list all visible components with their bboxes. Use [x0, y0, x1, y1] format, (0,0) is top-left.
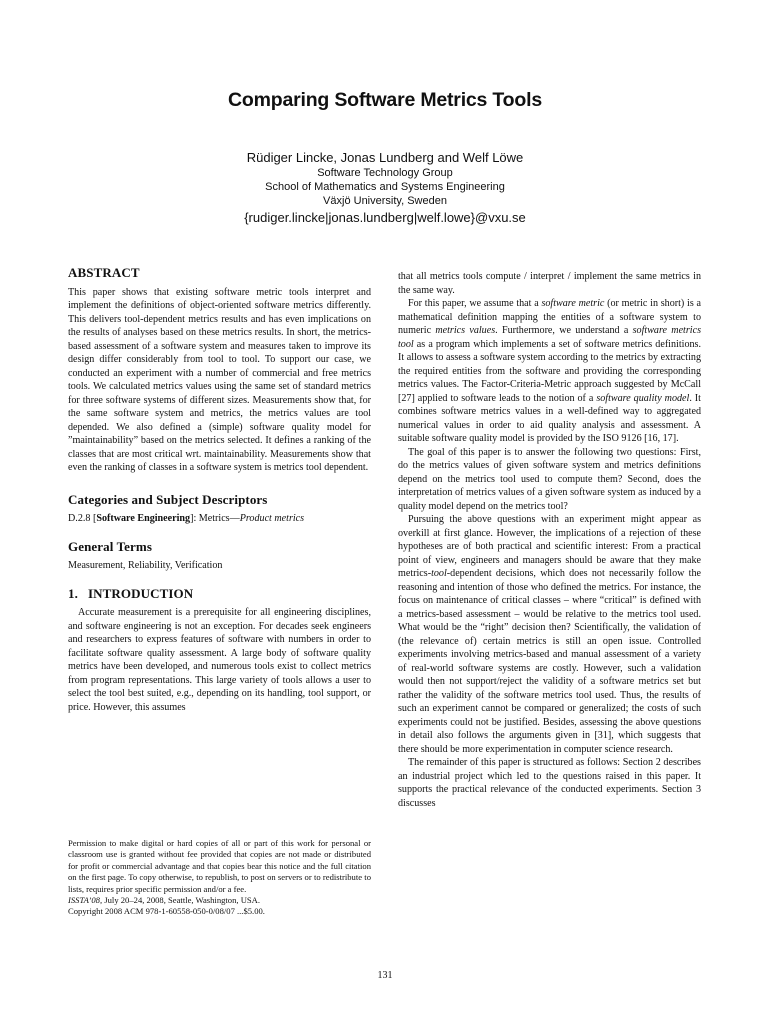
p4-text-a: Pursuing the above questions with an experiment might appear as overkill at first glance. However, the implications of a rejection of these hypotheses are of both practical and scientific interest: From a practical point of view, engineers and managers should be aware that they make metrics- [398, 514, 701, 579]
general-terms-text: Measurement, Reliability, Verification [68, 560, 223, 571]
abstract-text: This paper shows that existing software metric tools interpret and implement the definitions of object-oriented software metrics differently. This delivers tool-dependent metrics results and has even implications on the results of analyses based on these metrics results. In short, the metrics-based assessment of a software system and measures taken to improve its design differ considerably from tool to tool. To support our case, we conducted an experiment with a number of commercial and free metrics tools. We calculated metrics values using the same set of standard metrics for three software systems of different sizes. Measurements show that, for the same software system and metrics, the metrics values are tool depended. We also defined a (simple) software quality model for ”maintainability” based on the metrics selected. It defines a ranking of the classes that are most critical wrt. maintainability. Measurements show that even the ranking of classes in a software system is metrics tool dependent. [68, 286, 371, 473]
p4-text-b: -dependent decisions, which does not necessarily follow the reasoning and intention of those who defined the metrics. For instance, the focus on maintenance of critical classes – where “critical” is defined with a metrics-based assessment – would be relative to the metrics tool used. What would be the “right” decision then? Scientifically, the validation of (the relevance of) certain metrics is still an open issue. Controlled experiments involving metrics-based and manual assessment of a variety of real-world software systems are costly. However, such a validation would then not support/reject the validity of a software metrics set but rather the validity of the software metrics tool used. Thus, the results of such an experiment cannot be compared or generalized; the costs of such experiments could not be justified. Besides, assessing the above questions in detail also follows the arguments given in [31], which suggests that there should be more experimentation in computer science research. [398, 568, 701, 755]
abstract-heading: ABSTRACT [68, 265, 140, 280]
left-column [68, 266, 371, 714]
categories-bold: Software Engineering [96, 513, 191, 524]
categories-code: D.2.8 [ [68, 513, 97, 524]
p4-italic: tool [431, 568, 447, 579]
paper-title: Comparing Software Metrics Tools [228, 89, 542, 111]
authors: Rüdiger Lincke, Jonas Lundberg and Welf Löwe [246, 150, 524, 165]
author-emails: {rudiger.lincke|jonas.lundberg|welf.lowe}@vxu.se [244, 210, 526, 225]
p2-text-e: . It combines software metrics values in a well-defined way to aggregated numerical values in order to aid quality analysis and assessment. A suitable software quality model is provided by the ISO 9126 [16, 17]. [398, 392, 701, 444]
categories-italic: Product metrics [239, 513, 305, 524]
p2-text-c: . Furthermore, we understand a [495, 325, 633, 336]
author-block [0, 150, 770, 227]
p2-italic-4: software quality model [596, 392, 690, 404]
p2-italic-1: software metric [541, 298, 605, 309]
p2-text-d: as a program which implements a set of software metrics definitions. It allows to assess a software system according to the metrics by extracting the required entities from the software and providing the corresponding metrics values. The Factor-Criteria-Metric approach suggested by McCall [27] applied to software leads to the notion of a [398, 338, 701, 404]
right-paragraph-2 [398, 297, 701, 446]
right-column [398, 270, 701, 810]
categories-heading: Categories and Subject Descriptors [68, 491, 268, 507]
page-number: 131 [377, 970, 393, 981]
p2-italic-3: software metrics tool [398, 325, 702, 350]
introduction-text: Accurate measurement is a prerequisite for all engineering disciplines, and software engineering is not an exception. For decades seek engineers and researchers to express features of software with numbers in order to facilitate software quality assessment. A large body of software quality metrics have been developed, and numerous tools exist to collect metrics from program representations. This large variety of tools allows a user to select the tool best suited, e.g., depending on its handling, tool support, or price. However, this assumes [68, 607, 371, 713]
p2-text-a: For this paper, we assume that a [408, 298, 542, 309]
permission-text: Permission to make digital or hard copies of all or part of this work for personal or classroom use is granted without fee provided that copies are not made or distributed for profit or commercial advantage and that copies bear this notice and the full citation on the first page. To copy otherwise, to republish, to post on servers or to redistribute to lists, requires prior specific permission and/or a fee. [68, 838, 371, 894]
categories-text [68, 512, 371, 526]
right-paragraph-1: that all metrics tools compute / interpret / implement the same metrics in the same way. [398, 271, 701, 296]
right-paragraph-5: The remainder of this paper is structured as follows: Section 2 describes an industrial project which led to the questions raised in this paper. It supports the practical relevance of the conducted experiments. Section 3 discusses [398, 757, 701, 809]
p2-italic-2: metrics values [435, 325, 496, 336]
introduction-heading: 1. INTRODUCTION [68, 585, 194, 601]
venue-name: ISSTA’08, [68, 895, 103, 906]
right-paragraph-3: The goal of this paper is to answer the following two questions: First, do the metrics values of given software system and metrics definitions depend on the metrics tool used to compute them? Second, does the interpretation of metrics values of a given software system as induced by a quality model depend on the metrics tool? [398, 446, 701, 512]
affiliation-group: Software Technology Group [317, 167, 453, 179]
categories-mid: ]: Metrics— [190, 513, 240, 524]
copyright-line: Copyright 2008 ACM 978-1-60558-050-0/08/07 ...$5.00. [68, 906, 265, 917]
permission-notice [68, 838, 371, 918]
affiliation-school: School of Mathematics and Systems Engineering [265, 181, 505, 193]
p2-text-b: (or metric in short) is a mathematical definition mapping the entities of a software system to numeric [398, 298, 701, 336]
venue-line [68, 895, 371, 906]
venue-details: July 20–24, 2008, Seattle, Washington, USA. [102, 895, 261, 906]
affiliation-university: Växjö University, Sweden [323, 195, 447, 207]
right-paragraph-4 [398, 513, 701, 756]
general-terms-heading: General Terms [68, 538, 152, 554]
